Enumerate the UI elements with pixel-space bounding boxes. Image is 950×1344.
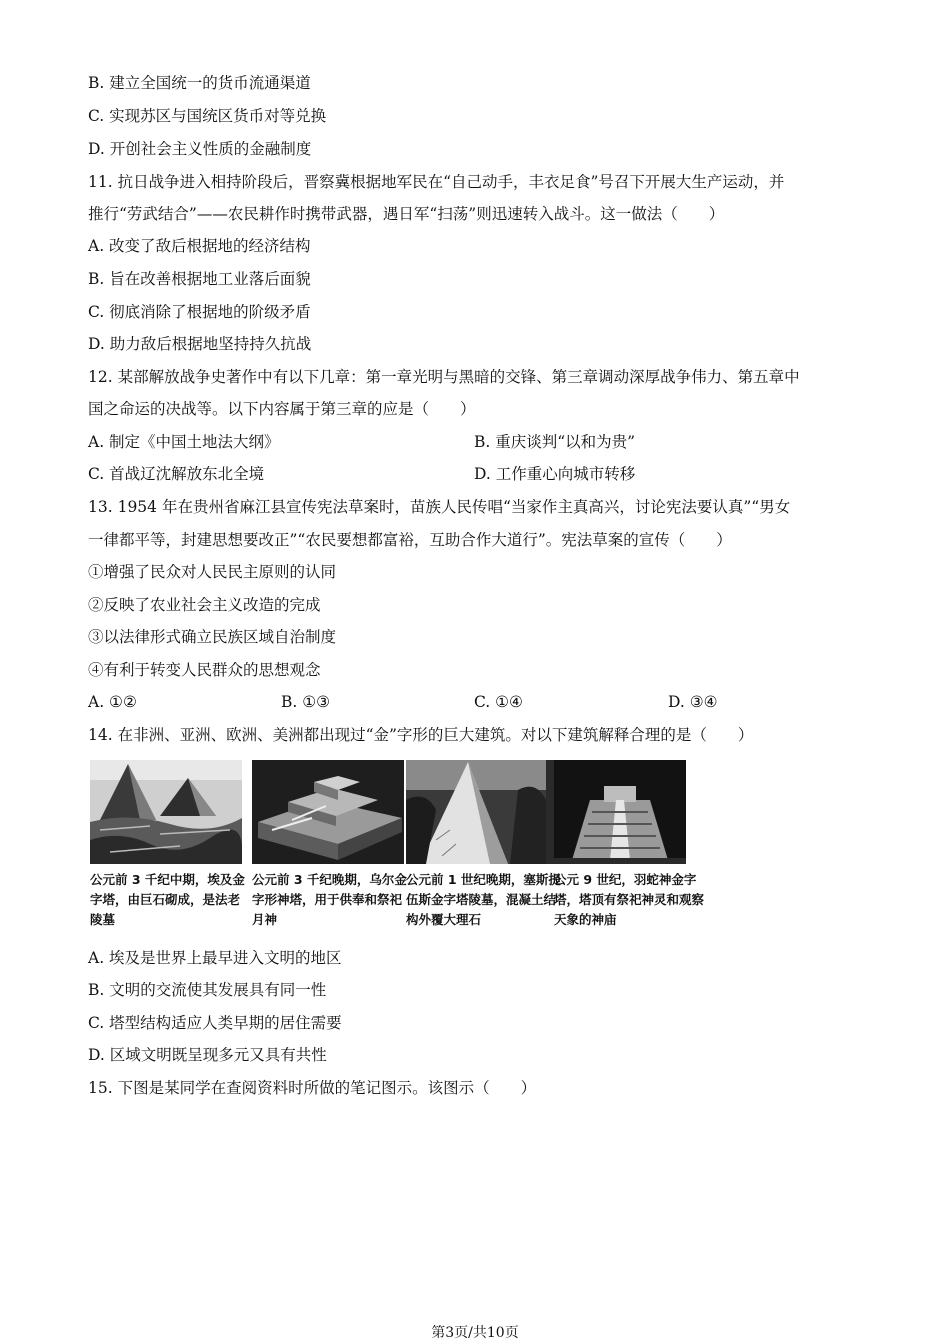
ur-ziggurat-caption: 公元前 3 千纪晚期，乌尔金字形神塔，用于供奉和祭祀月神 — [252, 872, 407, 927]
q12-option-d: D. 工作重心向城市转移 — [474, 465, 636, 483]
q13-stem-line2: 一律都平等，封建思想要改正”“农民要想都富裕，互助合作大道行”。宪法草案的宣传（ ） — [88, 531, 732, 549]
q14-option-c: C. 塔型结构适应人类早期的居住需要 — [88, 1014, 342, 1032]
kukulcan-pyramid-caption: 公元 9 世纪，羽蛇神金字塔，塔顶有祭祀神灵和观察天象的神庙 — [554, 872, 705, 927]
q14-option-a: A. 埃及是世界上最早进入文明的地区 — [88, 949, 342, 967]
page-footer: 第3页/共10页 — [431, 1325, 519, 1341]
q12-stem-line1: 12. 某部解放战争史著作中有以下几章：第一章光明与黑暗的交锋、第三章调动深厚战争伟力、第五章中 — [88, 368, 800, 386]
q12-option-c: C. 首战辽沈解放东北全境 — [88, 465, 265, 483]
cestius-pyramid-caption: 公元前 1 世纪晚期，塞斯提伍斯金字塔陵墓，混凝土结构外覆大理石 — [406, 872, 561, 927]
kukulcan-pyramid-image — [554, 760, 686, 864]
egypt-pyramid-caption: 公元前 3 千纪中期，埃及金字塔，由巨石砌成，是法老陵墓 — [90, 872, 245, 927]
q10-option-b: B. 建立全国统一的货币流通渠道 — [88, 74, 311, 92]
figure-egypt-pyramid — [90, 760, 245, 930]
q12-option-a: A. 制定《中国土地法大纲》 — [88, 433, 280, 451]
q11-option-b: B. 旨在改善根据地工业落后面貌 — [88, 270, 311, 288]
q14-stem: 14. 在非洲、亚洲、欧洲、美洲都出现过“金”字形的巨大建筑。对以下建筑解释合理的是（ ） — [88, 726, 754, 744]
q15-stem: 15. 下图是某同学在查阅资料时所做的笔记图示。该图示（ ） — [88, 1079, 537, 1097]
egypt-pyramid-image — [90, 760, 242, 864]
q13-item-3: ③以法律形式确立民族区域自治制度 — [88, 628, 337, 646]
q14-option-d: D. 区域文明既呈现多元又具有共性 — [88, 1046, 327, 1064]
q13-option-d: D. ③④ — [668, 693, 718, 711]
q11-stem-line2: 推行“劳武结合”——农民耕作时携带武器，遇日军“扫荡”则迅速转入战斗。这一做法（ ） — [88, 205, 725, 223]
cestius-pyramid-image — [406, 760, 558, 864]
q13-item-4: ④有利于转变人民群众的思想观念 — [88, 661, 321, 679]
q12-option-b: B. 重庆谈判“以和为贵” — [474, 433, 636, 451]
figure-cestius-pyramid — [406, 760, 561, 930]
figure-ur-ziggurat — [252, 760, 407, 930]
q10-option-d: D. 开创社会主义性质的金融制度 — [88, 140, 312, 158]
q13-option-a: A. ①② — [88, 693, 137, 711]
q10-option-c: C. 实现苏区与国统区货币对等兑换 — [88, 107, 327, 125]
q11-option-a: A. 改变了敌后根据地的经济结构 — [88, 237, 311, 255]
q13-option-c: C. ①④ — [474, 693, 523, 711]
q11-stem-line1: 11. 抗日战争进入相持阶段后，晋察冀根据地军民在“自己动手，丰衣足食”号召下开展大生产运动，并 — [88, 173, 785, 191]
q13-option-b: B. ①③ — [281, 693, 331, 711]
q13-stem-line1: 13. 1954 年在贵州省麻江县宣传宪法草案时，苗族人民传唱“当家作主真高兴，讨论宪法要认真”“男女 — [88, 498, 791, 516]
ur-ziggurat-image — [252, 760, 404, 864]
q13-item-1: ①增强了民众对人民民主原则的认同 — [88, 563, 337, 581]
q11-option-c: C. 彻底消除了根据地的阶级矛盾 — [88, 303, 311, 321]
q11-option-d: D. 助力敌后根据地坚持持久抗战 — [88, 335, 312, 353]
figure-kukulcan-pyramid — [554, 760, 706, 930]
q14-option-b: B. 文明的交流使其发展具有同一性 — [88, 981, 327, 999]
q12-stem-line2: 国之命运的决战等。以下内容属于第三章的应是（ ） — [88, 400, 476, 418]
q13-item-2: ②反映了农业社会主义改造的完成 — [88, 596, 321, 614]
